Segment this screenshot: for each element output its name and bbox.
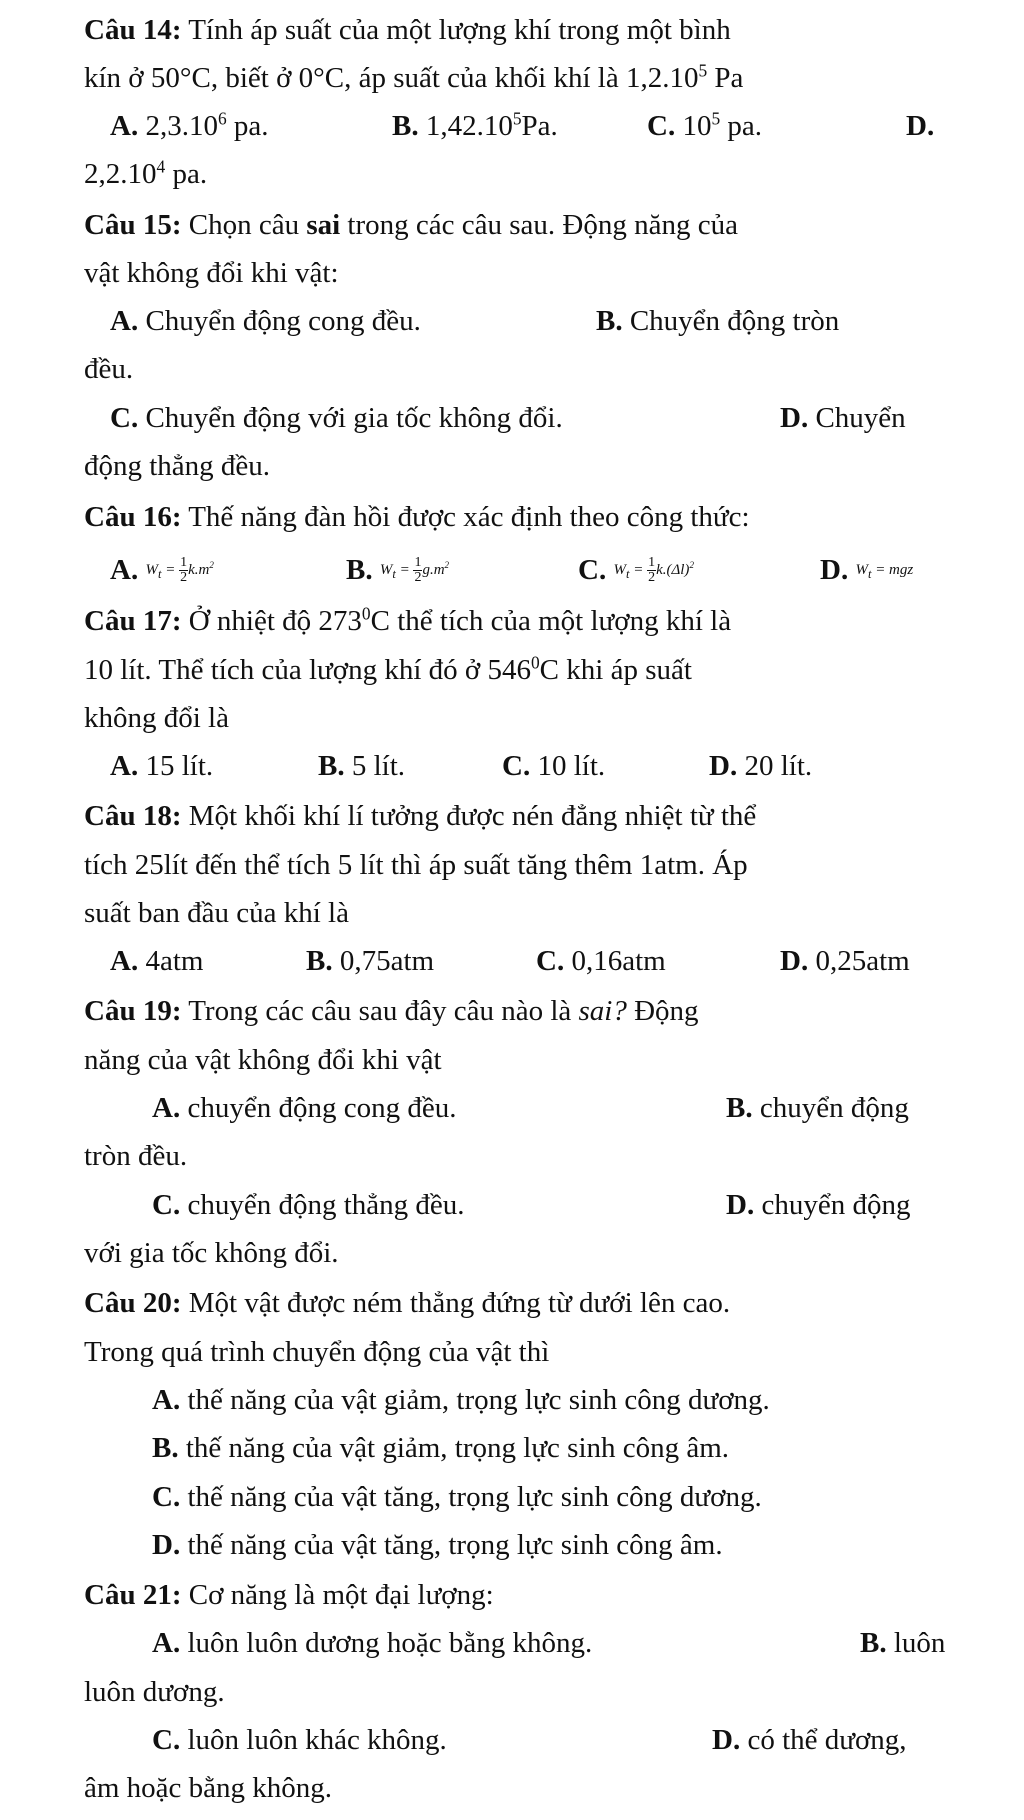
q20-stem-line2: Trong quá trình chuyển động của vật thì <box>84 1336 550 1368</box>
q16-formula-d: $W_t$ = mgz <box>855 562 914 581</box>
q14-option-a: A. 2,3.10$^6$ pa. <box>110 108 269 142</box>
q20-label: Câu 20: <box>84 1287 182 1319</box>
q18-stem-line3: suất ban đầu của khí là <box>84 897 349 929</box>
q21-option-b-cont: luôn dương. <box>84 1676 225 1708</box>
q15-option-b: B. Chuyển động tròn <box>596 305 840 337</box>
q18-option-c: C. 0,16atm <box>536 945 666 977</box>
q21-label: Câu 21: <box>84 1579 182 1611</box>
q15-label: Câu 15: <box>84 209 182 241</box>
q17-option-d: D. 20 lít. <box>709 750 813 782</box>
q20-stem-line1: Câu 20: Một vật được ném thẳng đứng từ dưới lên cao. <box>84 1287 731 1319</box>
q21-option-d: D. có thể dương, <box>712 1724 907 1756</box>
q19-option-b: B. chuyển động <box>726 1092 909 1124</box>
q15-option-a: A. Chuyển động cong đều. <box>110 305 421 337</box>
q17-stem-line3: không đổi là <box>84 702 229 734</box>
q17-label: Câu 17: <box>84 605 182 637</box>
q20-option-c: C. thế năng của vật tăng, trọng lực sinh công dương. <box>152 1481 762 1513</box>
q19-option-c: C. chuyển động thẳng đều. <box>152 1189 465 1221</box>
q19-stem-line2: năng của vật không đổi khi vật <box>84 1044 442 1076</box>
q16-option-d: D. $W_t$ = mgz <box>820 554 914 586</box>
q16-stem: Câu 16: Thế năng đàn hồi được xác định theo công thức: <box>84 501 750 533</box>
q18-option-b: B. 0,75atm <box>306 945 435 977</box>
q21-option-a: A. luôn luôn dương hoặc bằng không. <box>152 1627 593 1659</box>
q14-option-b: B. 1,42.10$^5$Pa. <box>392 108 558 142</box>
q16-option-c: C. $W_t$ = $\frac{1}{2}$ $k.(\Delta l)^2$ <box>578 554 694 586</box>
q15-stem-line1: Câu 15: Chọn câu sai trong các câu sau. Động năng của <box>84 209 738 241</box>
q16-formula-c: $W_t$ = $\frac{1}{2}$ $k.(\Delta l)^2$ <box>613 555 694 586</box>
q17-stem-line2: 10 lít. Thể tích của lượng khí đó ở $546^0C$ khi áp suất <box>84 652 692 686</box>
q15-option-d-cont: động thẳng đều. <box>84 450 271 482</box>
q14-stem-line1: Câu 14: Tính áp suất của một lượng khí trong một bình <box>84 14 731 46</box>
q19-label: Câu 19: <box>84 995 182 1027</box>
q16-label: Câu 16: <box>84 501 182 533</box>
q19-option-a: A. chuyển động cong đều. <box>152 1092 457 1124</box>
q21-option-d-cont: âm hoặc bằng không. <box>84 1772 333 1804</box>
q21-stem: Câu 21: Cơ năng là một đại lượng: <box>84 1579 494 1611</box>
q18-label: Câu 18: <box>84 800 182 832</box>
q18-option-a: A. 4atm <box>110 945 204 977</box>
q16-option-a: A. $W_t$ = $\frac{1}{2}$ $k.m^2$ <box>110 554 214 586</box>
q18-stem-line2: tích 25lít đến thể tích 5 lít thì áp suất tăng thêm 1atm. Áp <box>84 849 748 881</box>
q20-option-a: A. thế năng của vật giảm, trọng lực sinh công dương. <box>152 1384 770 1416</box>
q19-stem-line1: Câu 19: Trong các câu sau đây câu nào là sai? Động <box>84 995 699 1027</box>
q21-option-c: C. luôn luôn khác không. <box>152 1724 447 1756</box>
q17-stem-line1: Câu 17: Ở nhiệt độ $273^0C$ thể tích của một lượng khí là <box>84 603 732 637</box>
q17-option-a: A. 15 lít. <box>110 750 214 782</box>
q14-option-d-label: D. <box>906 110 935 142</box>
q14-label: Câu 14: <box>84 14 182 46</box>
q15-option-d: D. Chuyển <box>780 402 906 434</box>
q16-option-b: B. $W_t$ = $\frac{1}{2}$ $g.m^2$ <box>346 554 450 586</box>
q15-option-b-cont: đều. <box>84 353 134 385</box>
q20-option-b: B. thế năng của vật giảm, trọng lực sinh công âm. <box>152 1432 730 1464</box>
q16-formula-a: $W_t$ = $\frac{1}{2}$ $k.m^2$ <box>145 555 214 586</box>
q18-option-d: D. 0,25atm <box>780 945 910 977</box>
q14-option-c: C. $10^5$ pa. <box>647 108 763 142</box>
q16-formula-b: $W_t$ = $\frac{1}{2}$ $g.m^2$ <box>379 555 450 586</box>
q15-option-c: C. Chuyển động với gia tốc không đổi. <box>110 402 563 434</box>
q21-option-b: B. luôn <box>860 1627 946 1659</box>
q17-option-c: C. 10 lít. <box>502 750 606 782</box>
q20-option-d: D. thế năng của vật tăng, trọng lực sinh công âm. <box>152 1529 723 1561</box>
q14-option-d-text: 2,2.10$^4$ pa. <box>84 156 208 190</box>
q19-option-d: D. chuyển động <box>726 1189 911 1221</box>
q18-stem-line1: Câu 18: Một khối khí lí tưởng được nén đẳng nhiệt từ thể <box>84 800 757 832</box>
q19-option-b-cont: tròn đều. <box>84 1140 188 1172</box>
q15-stem-line2: vật không đổi khi vật: <box>84 257 339 289</box>
q19-option-d-cont: với gia tốc không đổi. <box>84 1237 339 1269</box>
q14-stem-line2: kín ở 50°C, biết ở 0°C, áp suất của khối khí là 1,2.10$^5$ Pa <box>84 60 744 94</box>
q17-option-b: B. 5 lít. <box>318 750 406 782</box>
